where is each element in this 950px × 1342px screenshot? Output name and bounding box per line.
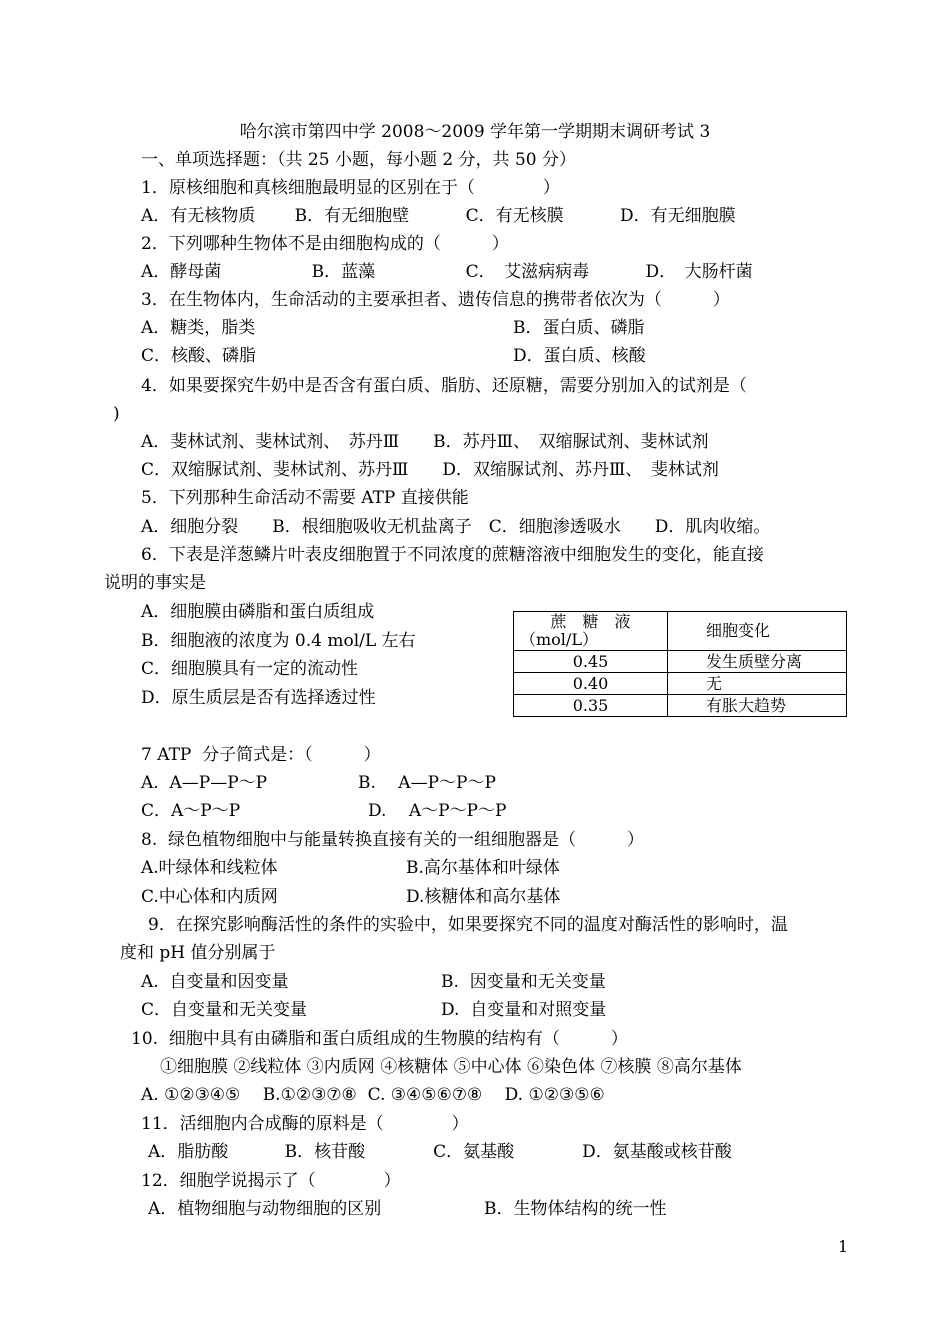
question-8-stem: 8. 绿色植物细胞中与能量转换直接有关的一组细胞器是（ ） [141, 830, 645, 850]
question-3-stem: 3．在生物体内，生命活动的主要承担者、遗传信息的携带者依次为（ ） [141, 290, 730, 310]
table-header-row [514, 612, 847, 651]
question-8-option-d: D.核糖体和高尔基体 [406, 887, 561, 907]
sucrose-table [513, 611, 847, 717]
question-6-option-a: A．细胞膜由磷脂和蛋白质组成 [141, 602, 375, 622]
question-9-option-b: B. 因变量和无关变量 [441, 972, 606, 992]
table-cell-concentration: 0.40 [514, 673, 668, 695]
question-9-option-c: C．自变量和无关变量 [141, 1000, 308, 1020]
question-10-options: A. ①②③④⑤ B.①②③⑦⑧ C. ③④⑤⑥⑦⑧ D. ①②③⑤⑥ [141, 1085, 605, 1105]
question-7-stem: 7 ATP 分子简式是：（ ） [141, 745, 381, 765]
question-1-options: A．有无核物质 B．有无细胞壁 C．有无核膜 D．有无细胞膜 [141, 206, 736, 226]
table-cell-change: 有胀大趋势 [668, 695, 847, 717]
question-6-option-c: C．细胞膜具有一定的流动性 [141, 659, 359, 679]
question-6-stem: 6．下表是洋葱鳞片叶表皮细胞置于不同浓度的蔗糖溶液中细胞发生的变化，能直接 [141, 545, 764, 565]
question-12-stem: 12．细胞学说揭示了（ ） [141, 1171, 401, 1191]
question-5-options: A．细胞分裂 B．根细胞吸收无机盐离子 C．细胞渗透吸水 D．肌肉收缩。 [141, 517, 771, 537]
question-8-option-a: A.叶绿体和线粒体 [141, 858, 278, 878]
question-11-options: A．脂肪酸 B．核苷酸 C．氨基酸 D．氨基酸或核苷酸 [148, 1142, 732, 1162]
question-9-option-a: A. 自变量和因变量 [141, 972, 289, 992]
question-9-stem-cont: 度和 pH 值分别属于 [120, 943, 276, 963]
page-title: 哈尔滨市第四中学 2008～2009 学年第一学期期末调研考试 3 [239, 122, 711, 142]
question-3-option-c: C．核酸、磷脂 [141, 346, 257, 366]
question-6-stem-cont: 说明的事实是 [104, 573, 206, 593]
question-5-stem: 5．下列那种生命活动不需要 ATP 直接供能 [141, 488, 469, 508]
question-11-stem: 11．活细胞内合成酶的原料是（ ） [141, 1114, 469, 1134]
question-3-option-a: A．糖类，脂类 [141, 318, 256, 338]
header-concentration-line2: （mol/L） [520, 630, 598, 649]
question-1-stem: 1．原核细胞和真核细胞最明显的区别在于（ ） [141, 178, 560, 198]
question-7-option-a: A. A—P—P～P [141, 773, 268, 793]
question-12-option-a: A．植物细胞与动物细胞的区别 [148, 1199, 382, 1219]
question-6-option-d: D．原生质层是否有选择透过性 [141, 688, 376, 708]
table-cell-change: 发生质壁分离 [668, 651, 847, 673]
table-row [514, 651, 847, 673]
question-9-stem: 9．在探究影响酶活性的条件的实验中，如果要探究不同的温度对酶活性的影响时，温 [148, 915, 788, 935]
table-header-change: 细胞变化 [668, 612, 847, 651]
question-10-items: ①细胞膜 ②线粒体 ③内质网 ④核糖体 ⑤中心体 ⑥染色体 ⑦核膜 ⑧高尔基体 [160, 1057, 742, 1077]
table-cell-concentration: 0.45 [514, 651, 668, 673]
question-3-option-d: D．蛋白质、核酸 [513, 346, 646, 366]
table-row [514, 673, 847, 695]
question-7-option-d: D. A～P～P～P [368, 801, 507, 821]
question-4-options-2: C．双缩脲试剂、斐林试剂、苏丹Ⅲ D．双缩脲试剂、苏丹Ⅲ、 斐林试剂 [141, 460, 719, 480]
table-row [514, 695, 847, 717]
question-10-stem: 10. 细胞中具有由磷脂和蛋白质组成的生物膜的结构有（ ） [131, 1029, 628, 1049]
section-heading: 一、单项选择题：（共 25 小题，每小题 2 分，共 50 分） [141, 150, 577, 170]
question-12-option-b: B．生物体结构的统一性 [484, 1199, 667, 1219]
header-concentration-line1: 蔗 糖 液 [550, 612, 631, 631]
question-7-option-b: B. A—P～P～P [358, 773, 496, 793]
question-3-option-b: B．蛋白质、磷脂 [513, 318, 645, 338]
question-6-option-b: B．细胞液的浓度为 0.4 mol/L 左右 [141, 631, 416, 651]
question-7-option-c: C．A～P～P [141, 801, 241, 821]
table-cell-concentration: 0.35 [514, 695, 668, 717]
question-4-stem-cont: ) [113, 404, 120, 424]
question-4-stem: 4．如果要探究牛奶中是否含有蛋白质、脂肪、还原糖，需要分别加入的试剂是（ [141, 376, 747, 396]
table-cell-change: 无 [668, 673, 847, 695]
question-8-option-b: B.高尔基体和叶绿体 [406, 858, 560, 878]
question-4-options-1: A．斐林试剂、斐林试剂、 苏丹Ⅲ B．苏丹Ⅲ、 双缩脲试剂、斐林试剂 [141, 432, 709, 452]
page-number: 1 [838, 1237, 849, 1256]
table-header-concentration [514, 612, 668, 651]
question-9-option-d: D. 自变量和对照变量 [441, 1000, 607, 1020]
question-2-stem: 2．下列哪种生物体不是由细胞构成的（ ） [141, 234, 509, 254]
question-8-option-c: C.中心体和内质网 [141, 887, 278, 907]
question-2-options: A．酵母菌 B．蓝藻 C． 艾滋病病毒 D． 大肠杆菌 [141, 262, 753, 282]
